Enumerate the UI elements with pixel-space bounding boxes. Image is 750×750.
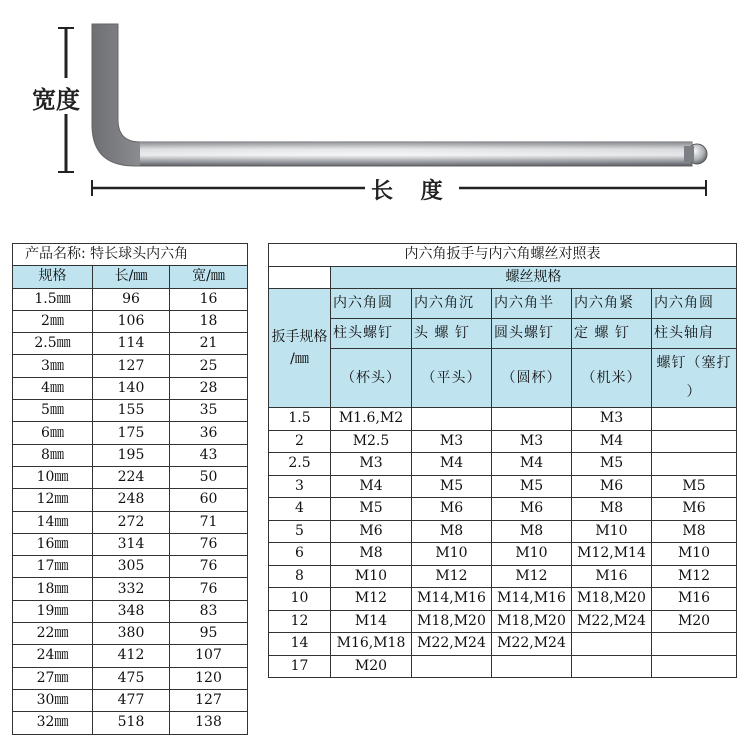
table-cell: M12 (412, 565, 492, 588)
col-header-line1: 内六角圆 (652, 289, 737, 319)
col-header-line2: 柱头轴肩 (652, 319, 737, 349)
ref-table-row (269, 520, 737, 543)
table-cell: 30㎜ (13, 689, 93, 711)
table-cell: 76 (170, 533, 248, 555)
table-cell: M6 (652, 498, 737, 521)
table-cell (412, 408, 492, 431)
table-cell: M18,M20 (572, 588, 652, 611)
table-cell: M4 (572, 430, 652, 453)
table-cell: M14,M16 (492, 588, 572, 611)
table-cell: 5 (269, 520, 331, 543)
table-cell: M10 (331, 565, 412, 588)
length-label: 长 度 (365, 174, 459, 205)
col-header-line1: 内六角半 (492, 289, 572, 319)
spec-table-row (13, 400, 248, 422)
table-cell: 380 (93, 623, 170, 645)
table-cell: M5 (492, 475, 572, 498)
reference-table (268, 243, 737, 678)
ref-table-row (269, 655, 737, 678)
spec-table-row (13, 355, 248, 377)
table-cell (572, 655, 652, 678)
spec-table-row (13, 489, 248, 511)
table-cell: 19㎜ (13, 600, 93, 622)
ref-table-body (269, 408, 737, 678)
col-header-line1: 内六角圆 (331, 289, 412, 319)
spec-header-width: 宽/㎜ (170, 266, 248, 288)
table-cell: 155 (93, 400, 170, 422)
table-cell: 83 (170, 600, 248, 622)
table-cell: M5 (331, 498, 412, 521)
spec-table-row (13, 466, 248, 488)
table-cell: M16 (572, 565, 652, 588)
ref-table-row (269, 408, 737, 431)
col-header-line2: 定 螺 钉 (572, 319, 652, 349)
table-cell: M22,M24 (492, 633, 572, 656)
ball-neck (684, 146, 694, 162)
ref-corner-cell (269, 266, 331, 289)
table-cell: 1.5㎜ (13, 288, 93, 310)
table-cell (652, 430, 737, 453)
table-cell: M3 (331, 453, 412, 476)
table-cell: 17 (269, 655, 331, 678)
spec-table-row (13, 333, 248, 355)
table-cell: M8 (572, 498, 652, 521)
col-header-line2: 柱头螺钉 (331, 319, 412, 349)
table-cell: M18,M20 (412, 610, 492, 633)
ref-table-row (269, 633, 737, 656)
table-cell: 6㎜ (13, 422, 93, 444)
col-header-line2: 圆头螺钉 (492, 319, 572, 349)
table-cell: 114 (93, 333, 170, 355)
table-cell: 2.5㎜ (13, 333, 93, 355)
table-cell: M10 (492, 543, 572, 566)
table-cell: 2㎜ (13, 310, 93, 332)
table-cell: 36 (170, 422, 248, 444)
col-header-line2: 头 螺 钉 (412, 319, 492, 349)
table-cell: 332 (93, 578, 170, 600)
table-cell: 18㎜ (13, 578, 93, 600)
table-cell: 106 (93, 310, 170, 332)
spec-table-row (13, 645, 248, 667)
table-cell: 16㎜ (13, 533, 93, 555)
table-cell: M10 (572, 520, 652, 543)
table-cell: M4 (492, 453, 572, 476)
hex-key-long-arm (140, 142, 692, 166)
table-cell: 25 (170, 355, 248, 377)
table-cell: 475 (93, 667, 170, 689)
table-cell: M20 (652, 610, 737, 633)
table-cell (572, 633, 652, 656)
spec-table-row (13, 288, 248, 310)
ref-table-row (269, 610, 737, 633)
table-cell: 127 (93, 355, 170, 377)
table-cell: M3 (572, 408, 652, 431)
table-cell: 412 (93, 645, 170, 667)
table-cell: 248 (93, 489, 170, 511)
spec-table (12, 243, 248, 735)
table-cell: M3 (412, 430, 492, 453)
table-cell: 518 (93, 712, 170, 734)
table-cell: 21 (170, 333, 248, 355)
ref-table-row (269, 475, 737, 498)
spec-table-body (13, 288, 248, 734)
table-cell: 28 (170, 377, 248, 399)
table-cell: M2.5 (331, 430, 412, 453)
spec-table-row (13, 444, 248, 466)
spec-table-row (13, 712, 248, 734)
spec-table-row (13, 377, 248, 399)
spec-table-row (13, 556, 248, 578)
table-cell: 1.5 (269, 408, 331, 431)
table-cell: 5㎜ (13, 400, 93, 422)
table-cell: 14㎜ (13, 511, 93, 533)
ref-table-row (269, 453, 737, 476)
table-cell: 71 (170, 511, 248, 533)
table-cell: M5 (572, 453, 652, 476)
spec-table-row (13, 422, 248, 444)
spec-table-row (13, 533, 248, 555)
table-cell: 2.5 (269, 453, 331, 476)
table-cell: 477 (93, 689, 170, 711)
spec-table-row (13, 578, 248, 600)
table-cell: M8 (652, 520, 737, 543)
table-cell: 272 (93, 511, 170, 533)
table-cell: 348 (93, 600, 170, 622)
table-cell: M12 (492, 565, 572, 588)
hex-key-diagram (0, 0, 750, 225)
spec-table-row (13, 310, 248, 332)
table-cell: 22㎜ (13, 623, 93, 645)
ref-table-row (269, 543, 737, 566)
table-cell: 24㎜ (13, 645, 93, 667)
table-cell: M8 (412, 520, 492, 543)
table-cell: 2 (269, 430, 331, 453)
table-cell: 27㎜ (13, 667, 93, 689)
table-cell: M20 (331, 655, 412, 678)
table-cell: 8 (269, 565, 331, 588)
table-cell (652, 408, 737, 431)
table-cell: 140 (93, 377, 170, 399)
spec-table-row (13, 667, 248, 689)
table-cell: M6 (331, 520, 412, 543)
table-cell: M4 (331, 475, 412, 498)
table-cell (652, 655, 737, 678)
table-cell: M6 (412, 498, 492, 521)
table-cell: M8 (492, 520, 572, 543)
table-cell: 32㎜ (13, 712, 93, 734)
table-cell: 43 (170, 444, 248, 466)
width-label: 宽度 (32, 86, 80, 114)
table-cell (492, 408, 572, 431)
spec-table-row (13, 689, 248, 711)
table-cell: 10㎜ (13, 466, 93, 488)
col-header-line3: （圆杯） (492, 349, 572, 408)
table-cell: M22,M24 (412, 633, 492, 656)
table-cell: M18,M20 (492, 610, 572, 633)
ref-table-row (269, 588, 737, 611)
col-header-line1: 内六角紧 (572, 289, 652, 319)
spec-table-title: 产品名称: 特长球头内六角 (13, 244, 248, 266)
table-cell: 314 (93, 533, 170, 555)
table-cell: 18 (170, 310, 248, 332)
spec-table-row (13, 623, 248, 645)
table-cell: M12 (331, 588, 412, 611)
table-cell: 14 (269, 633, 331, 656)
table-cell: 76 (170, 578, 248, 600)
table-cell: 224 (93, 466, 170, 488)
table-cell: 175 (93, 422, 170, 444)
spec-table-row (13, 600, 248, 622)
table-cell: 127 (170, 689, 248, 711)
ref-table-title: 内六角扳手与内六角螺丝对照表 (269, 244, 737, 267)
table-cell: M1.6,M2 (331, 408, 412, 431)
table-cell: M10 (652, 543, 737, 566)
table-cell: M14 (331, 610, 412, 633)
table-cell: M6 (492, 498, 572, 521)
table-cell: 12㎜ (13, 489, 93, 511)
table-cell: 4㎜ (13, 377, 93, 399)
table-cell: 107 (170, 645, 248, 667)
spec-table-row (13, 511, 248, 533)
table-cell: 4 (269, 498, 331, 521)
table-cell: 17㎜ (13, 556, 93, 578)
ref-table-row (269, 498, 737, 521)
table-cell: 16 (170, 288, 248, 310)
table-cell: M16 (652, 588, 737, 611)
table-cell: M12 (652, 565, 737, 588)
ref-table-row (269, 565, 737, 588)
table-cell: M6 (572, 475, 652, 498)
spec-header-size: 规格 (13, 266, 93, 288)
wrench-size-header: 扳手规格 /㎜ (269, 289, 331, 408)
col-header-line1: 内六角沉 (412, 289, 492, 319)
ref-group-header: 螺丝规格 (331, 266, 737, 289)
table-cell: 3㎜ (13, 355, 93, 377)
table-cell: 10 (269, 588, 331, 611)
table-cell: 35 (170, 400, 248, 422)
table-cell: M12,M14 (572, 543, 652, 566)
table-cell: M16,M18 (331, 633, 412, 656)
table-cell: 6 (269, 543, 331, 566)
table-cell: M3 (492, 430, 572, 453)
ref-table-row (269, 430, 737, 453)
table-cell (412, 655, 492, 678)
table-cell: M8 (331, 543, 412, 566)
col-header-line3: 螺钉（塞打 ） (652, 349, 737, 408)
col-header-line3: （机米） (572, 349, 652, 408)
table-cell: 96 (93, 288, 170, 310)
table-cell: 138 (170, 712, 248, 734)
table-cell: 95 (170, 623, 248, 645)
table-cell: M4 (412, 453, 492, 476)
table-cell: 195 (93, 444, 170, 466)
table-cell: 50 (170, 466, 248, 488)
table-cell (652, 453, 737, 476)
table-cell: M5 (652, 475, 737, 498)
col-header-line3: （平头） (412, 349, 492, 408)
table-cell: M22,M24 (572, 610, 652, 633)
table-cell (492, 655, 572, 678)
table-cell: 8㎜ (13, 444, 93, 466)
table-cell: M14,M16 (412, 588, 492, 611)
table-cell: 12 (269, 610, 331, 633)
table-cell: 60 (170, 489, 248, 511)
table-cell: M5 (412, 475, 492, 498)
table-cell: 120 (170, 667, 248, 689)
table-cell: M10 (412, 543, 492, 566)
col-header-line3: （杯头） (331, 349, 412, 408)
table-cell: 305 (93, 556, 170, 578)
spec-header-length: 长/㎜ (93, 266, 170, 288)
table-cell (652, 633, 737, 656)
table-cell: 76 (170, 556, 248, 578)
table-cell: 3 (269, 475, 331, 498)
